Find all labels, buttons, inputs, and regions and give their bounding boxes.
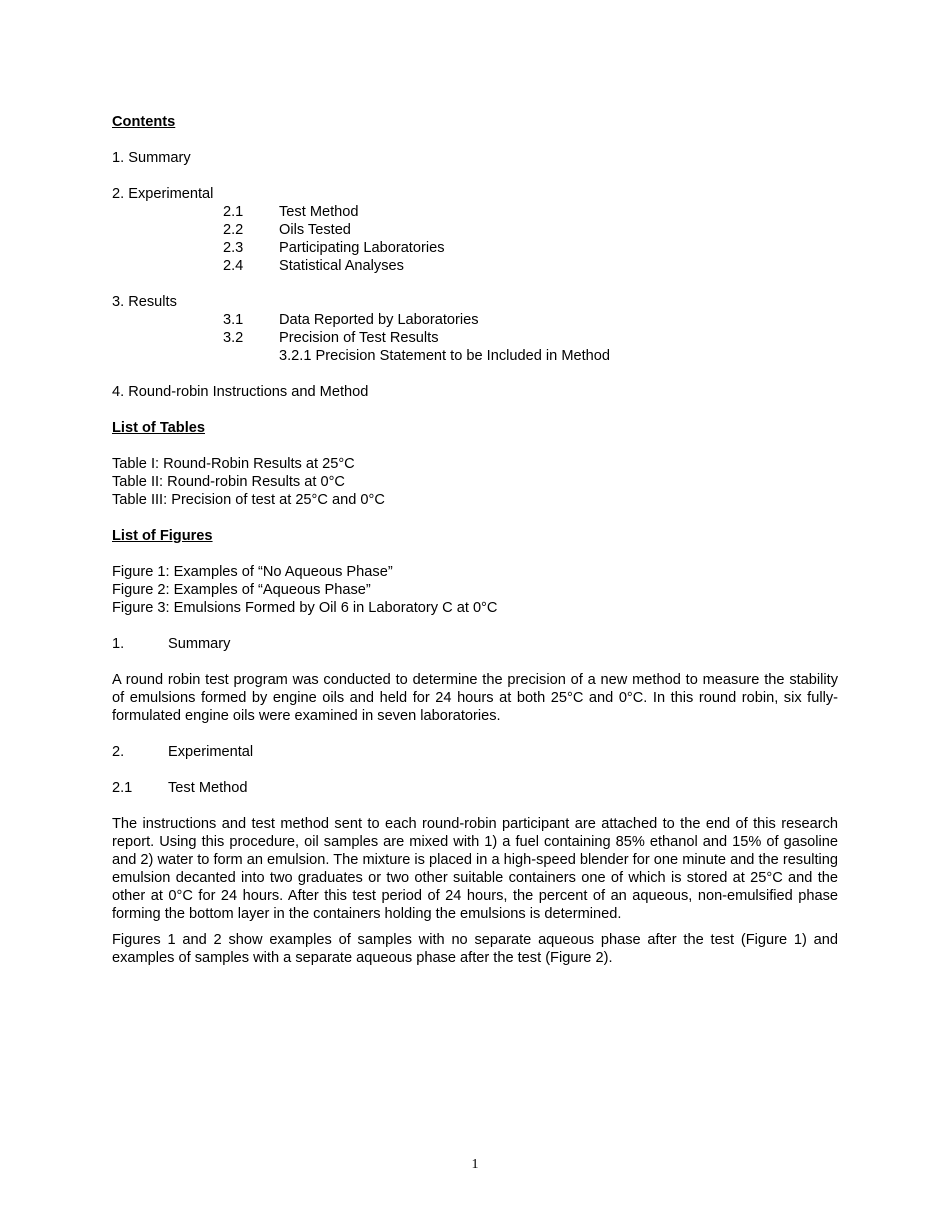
section-heading-summary xyxy=(112,635,838,653)
toc-sub-label: Statistical Analyses xyxy=(279,258,404,274)
contents-heading: Contents xyxy=(112,114,176,130)
toc-subsub-label: 3.2.1 Precision Statement to be Included in Method xyxy=(279,348,610,364)
toc-sub-number: 3.1 xyxy=(223,312,244,328)
toc-sub-number: 3.2 xyxy=(223,330,244,346)
figure-list-item: Figure 2: Examples of “Aqueous Phase” xyxy=(112,582,371,598)
section-heading-experimental xyxy=(112,743,838,761)
toc-sub-item xyxy=(112,203,838,221)
page-number: 1 xyxy=(471,1157,479,1172)
toc-subsub-item xyxy=(112,347,838,365)
section-title: Summary xyxy=(168,636,231,652)
section-number: 2.1 xyxy=(112,780,133,796)
section-number: 1. xyxy=(112,636,125,652)
list-of-tables-heading: List of Tables xyxy=(112,420,205,436)
table-list-item: Table I: Round-Robin Results at 25°C xyxy=(112,456,355,472)
toc-sub-item xyxy=(112,221,838,239)
toc-sub-item xyxy=(112,239,838,257)
section-number: 2. xyxy=(112,744,125,760)
toc-item-summary: 1. Summary xyxy=(112,150,191,166)
toc-sub-label: Precision of Test Results xyxy=(279,330,439,346)
toc-sub-item xyxy=(112,311,838,329)
section-title: Test Method xyxy=(168,780,248,796)
toc-item-round-robin: 4. Round-robin Instructions and Method xyxy=(112,384,369,400)
toc-sub-item xyxy=(112,329,838,347)
toc-sub-label: Oils Tested xyxy=(279,222,351,238)
table-list-item: Table II: Round-robin Results at 0°C xyxy=(112,474,345,490)
list-of-figures-heading: List of Figures xyxy=(112,528,213,544)
toc-item-experimental: 2. Experimental xyxy=(112,186,214,202)
test-method-paragraph-1: The instructions and test method sent to each round-robin participant are attached to the end of this research report. Using this procedure, oil samples are mixed with 1) a fuel containing 85% ethanol and 15% of gasoline and 2) water to form an emulsion. The mixture is placed in a high-speed blender for one minute and the resulting emulsion decanted into two graduates or two other suitable containers one of which is stored at 25°C and the other at 0°C for 24 hours. After this test period of 24 hours, the percent of an aqueous, non-emulsified phase forming the bottom layer in the containers holding the emulsions is determined. xyxy=(112,816,838,922)
toc-sub-number: 2.2 xyxy=(223,222,244,238)
figure-list-item: Figure 1: Examples of “No Aqueous Phase” xyxy=(112,564,393,580)
toc-sub-number: 2.1 xyxy=(223,204,244,220)
figure-list-item: Figure 3: Emulsions Formed by Oil 6 in Laboratory C at 0°C xyxy=(112,600,498,616)
test-method-paragraph-2: Figures 1 and 2 show examples of samples with no separate aqueous phase after the test (Figure 1) and examples of samples with a separate aqueous phase after the test (Figure 2). xyxy=(112,932,838,966)
section-title: Experimental xyxy=(168,744,254,760)
toc-sub-label: Data Reported by Laboratories xyxy=(279,312,479,328)
toc-sub-label: Test Method xyxy=(279,204,359,220)
section-heading-test-method xyxy=(112,779,838,797)
document-page xyxy=(112,113,838,967)
summary-paragraph: A round robin test program was conducted to determine the precision of a new method to measure the stability of emulsions formed by engine oils and held for 24 hours at both 25°C and 0°C. In this round robin, six fully-formulated engine oils were examined in seven laboratories. xyxy=(112,672,838,724)
toc-sub-number: 2.4 xyxy=(223,258,244,274)
toc-sub-number: 2.3 xyxy=(223,240,244,256)
toc-sub-item xyxy=(112,257,838,275)
toc-item-results: 3. Results xyxy=(112,294,177,310)
toc-sub-label: Participating Laboratories xyxy=(279,240,445,256)
table-list-item: Table III: Precision of test at 25°C and 0°C xyxy=(112,492,385,508)
